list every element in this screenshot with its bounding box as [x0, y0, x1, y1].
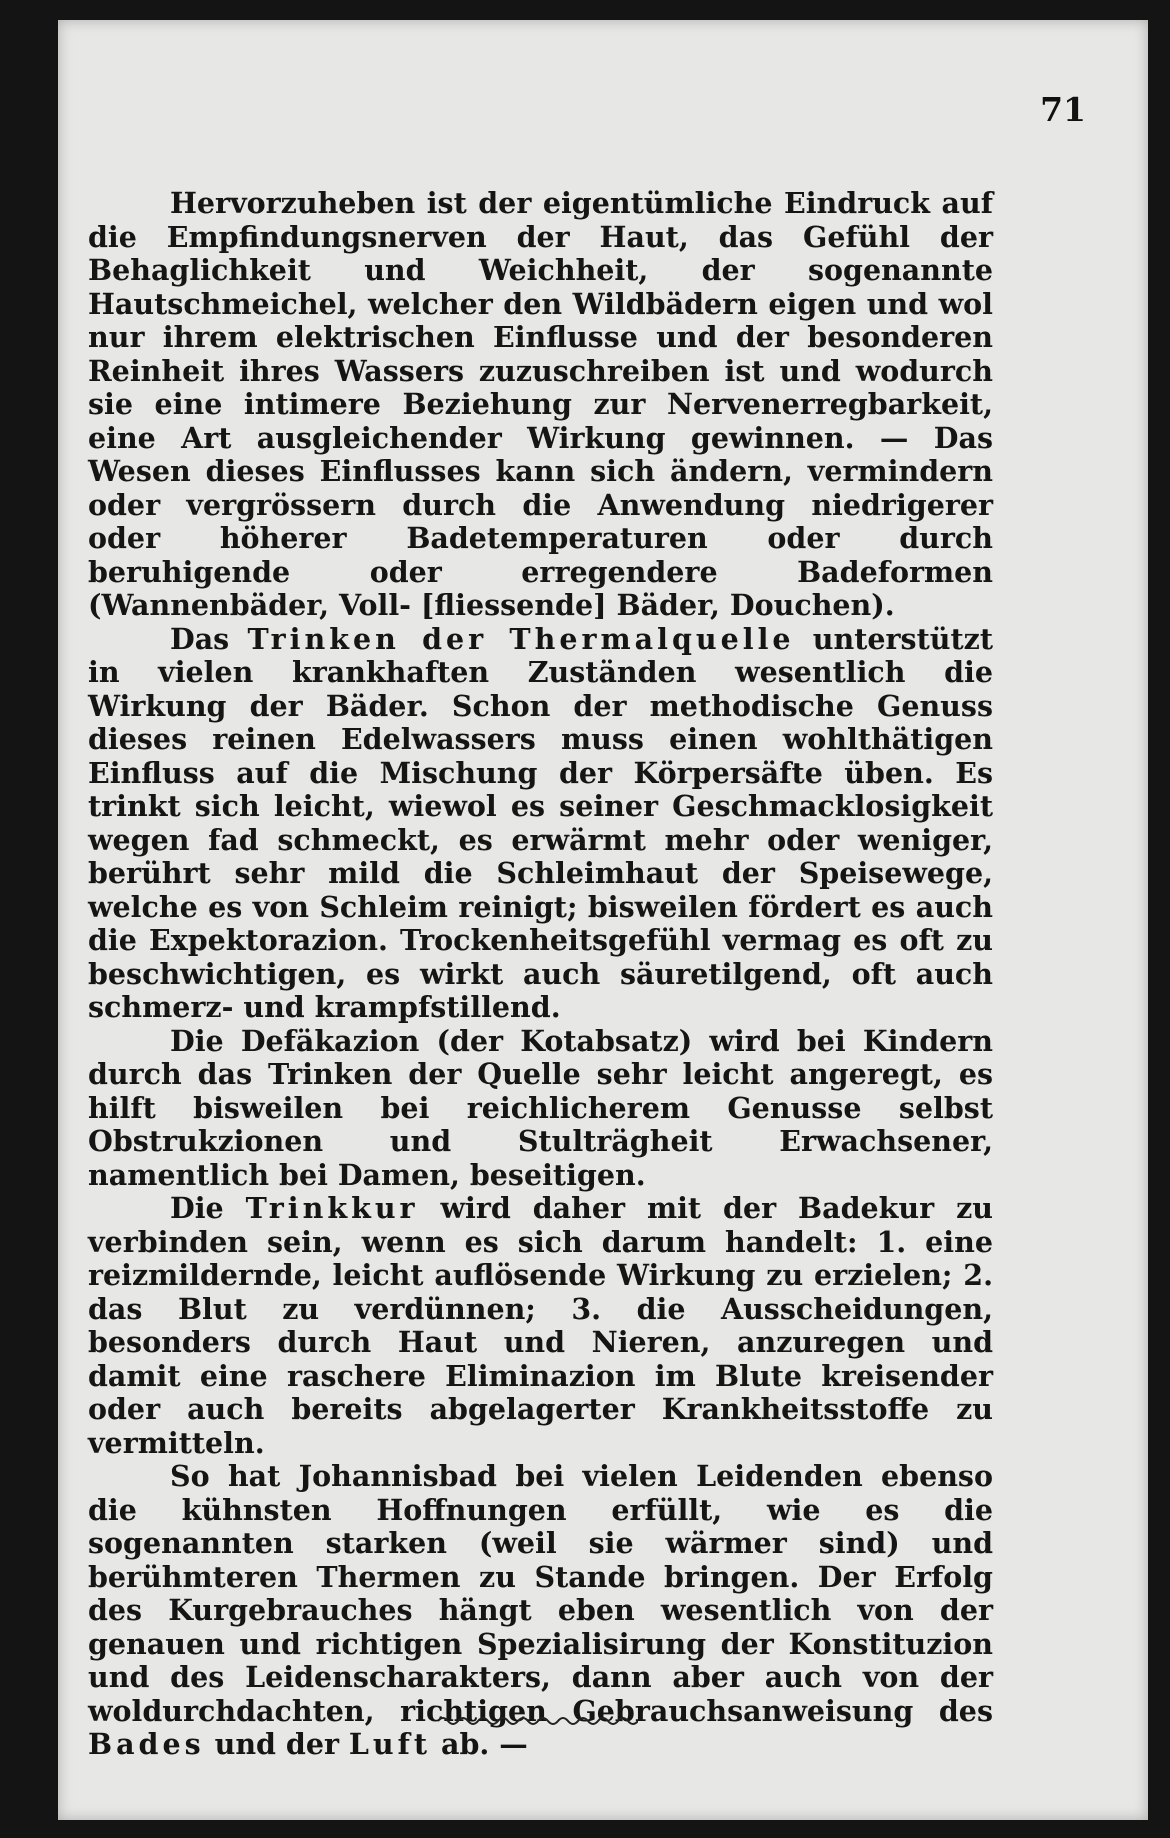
- text-segment: So hat Johannisbad bei vielen Leidenden ebenso die kühnsten Hoffnungen erfüllt, wie es die sogenannten starken (weil sie wärmer sind) und berühmteren Thermen zu Stande bringen. Der Erfolg des Kurgebrauches hängt eben wesentlich von der genauen und richtigen Spezialisirung der Konstituzion und des Leidenscharakters, dann aber auch von der woldurchdachten, richtigen Gebrauchsanweisung des: [88, 1459, 993, 1728]
- spaced-emphasis: Luft: [348, 1727, 432, 1761]
- paragraph-drinking-cure: [88, 623, 993, 1025]
- spaced-emphasis: Bades: [88, 1727, 205, 1761]
- book-page: [58, 20, 1148, 1820]
- paragraph-defecation: [88, 1025, 993, 1193]
- text-segment: Das: [170, 621, 248, 656]
- text-segment: unterstützt in vielen krankhaften Zuständen wesentlich die Wirkung der Bäder. Schon der methodische Genuss dieses reinen Edelwassers muss einen wohlthätigen Einfluss auf die Mischung der Körpersäfte üben. Es trinkt sich leicht, wiewol es seiner Geschmacklosigkeit wegen fad schmeckt, es erwärmt mehr oder weniger, berührt sehr mild die Schleimhaut der Speisewege, welche es von Schleim reinigt; bisweilen fördert es auch die Expektorazion. Trockenheitsgefühl vermag es oft zu beschwichtigen, es wirkt auch säuretilgend, oft auch schmerz- und krampfstillend.: [88, 621, 994, 1024]
- text-segment: wird daher mit der Badekur zu verbinden sein, wenn es sich darum handelt: 1. eine reizmildernde, leicht auflösende Wirkung zu erzielen; 2. das Blut zu verdünnen; 3. die Ausscheidungen, besonders durch Haut und Nieren, anzuregen und damit eine raschere Eliminazion im Blute kreisender oder auch bereits abgelagerter Krankheitsstoffe zu vermitteln.: [88, 1191, 993, 1460]
- text-segment: Hervorzuheben ist der eigentümliche Eindruck auf die Empfindungsnerven der Haut, das Gefühl der Behaglichkeit und Weichheit, der sogenannte Hautschmeichel, welcher den Wildbädern eigen und wol nur ihrem elektrischen Einflusse und der besonderen Reinheit ihres Wassers zuzuschreiben ist und wodurch sie eine intimere Beziehung zur Nervenerregbarkeit, eine Art ausgleichender Wirkung gewinnen. — Das Wesen dieses Einflusses kann sich ändern, vermindern oder vergrössern durch die Anwendung niedrigerer oder höherer Badetemperaturen oder durch beruhigende oder erregendere Badeformen (Wannenbäder, Voll- [fliessende] Bäder, Douchen).: [88, 186, 993, 622]
- paragraph-drink-course: [88, 1192, 993, 1460]
- wavy-ornament-icon: [438, 1713, 638, 1729]
- spaced-emphasis: Trinken der Thermalquelle: [247, 621, 795, 656]
- text-segment: Die: [170, 1191, 246, 1225]
- text-segment: und der: [204, 1727, 349, 1761]
- text-segment: Die Defäkazion (der Kotabsatz) wird bei Kindern durch das Trinken der Quelle sehr leicht angeregt, es hilft bisweilen bei reichlicherem Genusse selbst Obstrukzionen und Stulträgheit Erwachsener, namentlich bei Damen, beseitigen.: [88, 1023, 993, 1192]
- page-number: 71: [1040, 90, 1086, 129]
- paragraph-bath-effects: [88, 187, 993, 623]
- text-segment: ab. —: [431, 1727, 528, 1761]
- spaced-emphasis: Trinkkur: [245, 1191, 419, 1225]
- body-text: [88, 187, 993, 1762]
